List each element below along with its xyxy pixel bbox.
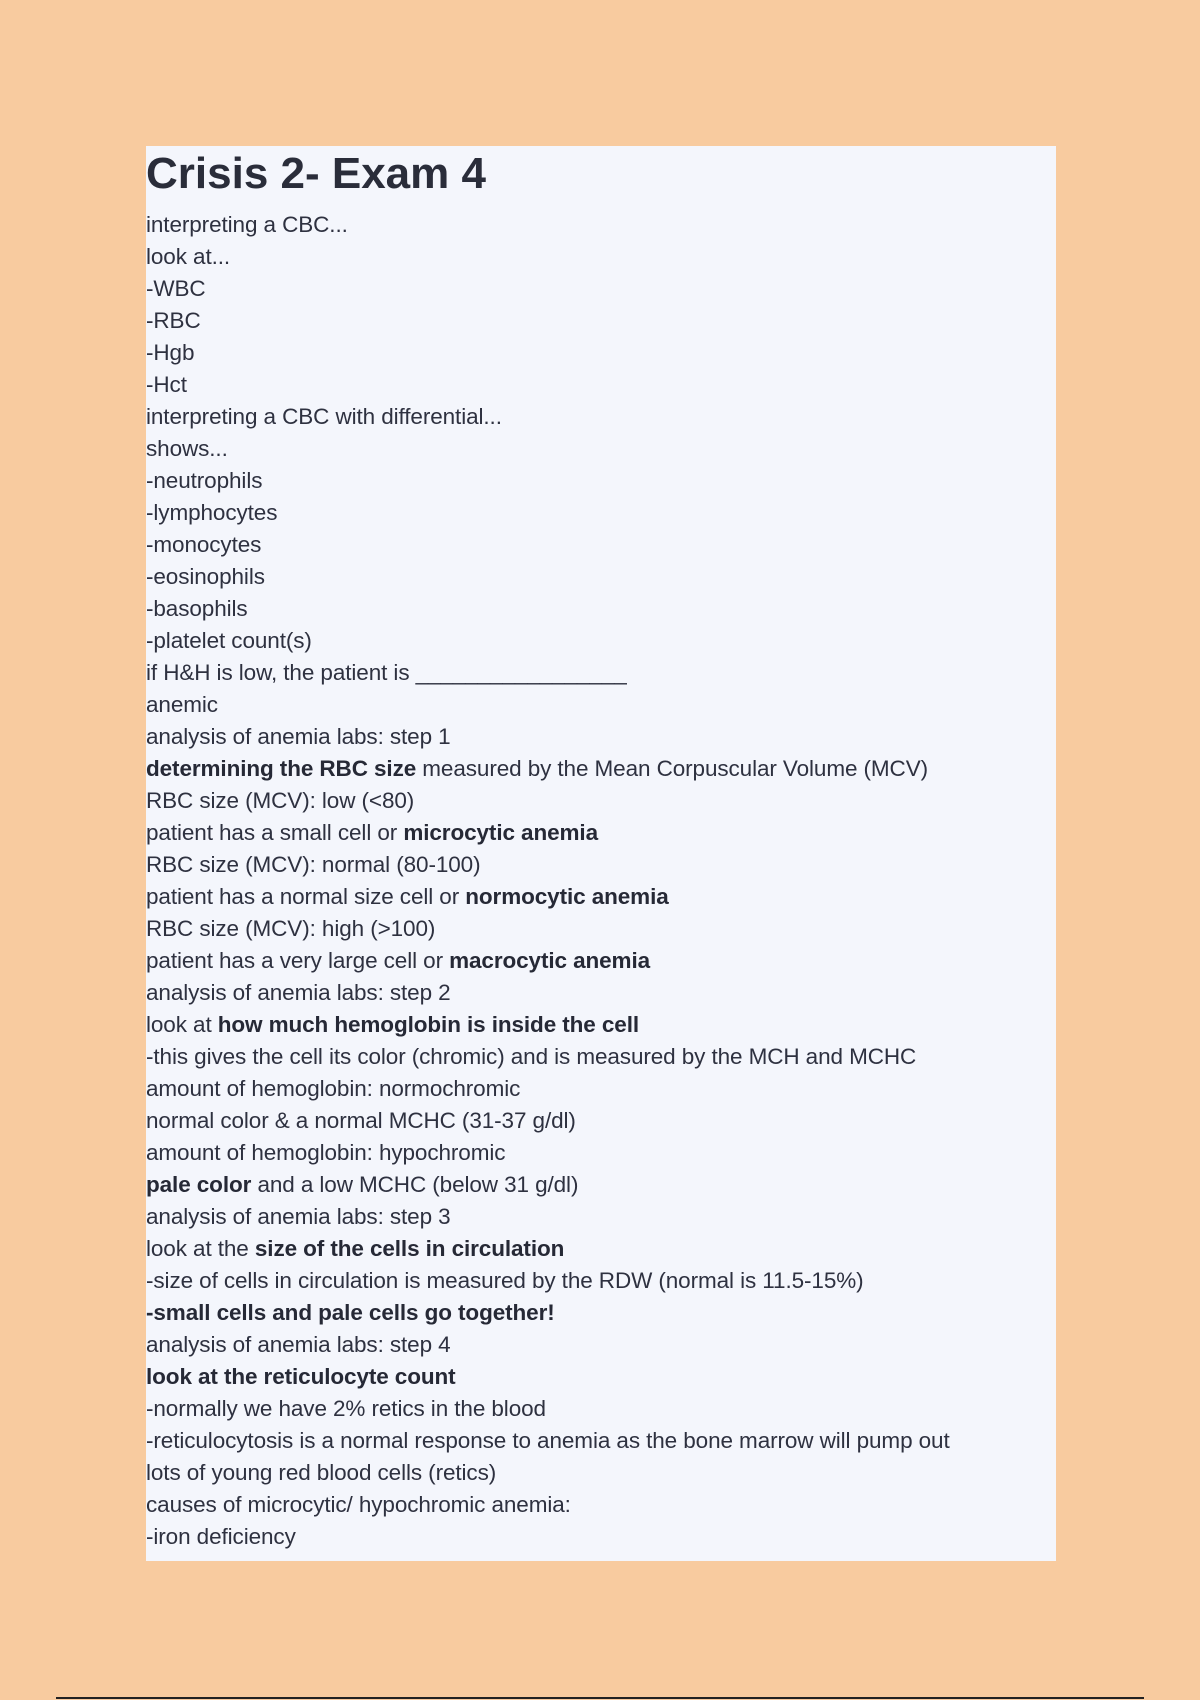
note-text: -neutrophils xyxy=(146,468,263,493)
note-line xyxy=(146,593,1051,625)
note-text-bold: size of the cells in circulation xyxy=(254,1236,565,1261)
note-text-bold: how much hemoglobin is inside the cell xyxy=(217,1012,640,1037)
note-line xyxy=(146,1521,1051,1553)
note-text-bold: normocytic anemia xyxy=(465,884,669,909)
note-line xyxy=(146,561,1051,593)
note-line xyxy=(146,1297,1051,1329)
note-text: -eosinophils xyxy=(146,564,265,589)
note-text: and a low MCHC (below 31 g/dl) xyxy=(251,1172,579,1197)
note-text: analysis of anemia labs: step 1 xyxy=(146,724,451,749)
note-text-bold: -small cells and pale cells go together! xyxy=(146,1300,555,1325)
note-text-bold: macrocytic anemia xyxy=(449,948,651,973)
note-line xyxy=(146,209,1051,241)
note-text: -platelet count(s) xyxy=(146,628,312,653)
note-line xyxy=(146,273,1051,305)
note-text: patient has a normal size cell or xyxy=(146,884,466,909)
note-text: anemic xyxy=(146,692,218,717)
note-text: -Hct xyxy=(146,372,187,397)
note-line xyxy=(146,369,1051,401)
note-text: -iron deficiency xyxy=(146,1524,296,1549)
note-line xyxy=(146,1009,1051,1041)
note-text: -this gives the cell its color (chromic) and is measured by the MCH and MCHC xyxy=(146,1044,917,1069)
note-text: -RBC xyxy=(146,308,201,333)
note-text: causes of microcytic/ hypochromic anemia: xyxy=(146,1492,571,1517)
note-text: amount of hemoglobin: hypochromic xyxy=(146,1140,506,1165)
note-line xyxy=(146,657,1051,689)
note-line xyxy=(146,1265,1051,1297)
note-line xyxy=(146,785,1051,817)
note-line xyxy=(146,1105,1051,1137)
note-text: interpreting a CBC with differential... xyxy=(146,404,502,429)
document-title: Crisis 2- Exam 4 xyxy=(146,149,486,198)
note-line xyxy=(146,977,1051,1009)
note-text: -basophils xyxy=(146,596,248,621)
note-line xyxy=(146,817,1051,849)
note-line xyxy=(146,881,1051,913)
note-text: RBC size (MCV): high (>100) xyxy=(146,916,436,941)
document-sheet xyxy=(146,146,1056,1561)
note-line xyxy=(146,1329,1051,1361)
note-text: lots of young red blood cells (retics) xyxy=(146,1460,497,1485)
note-text: -monocytes xyxy=(146,532,262,557)
note-line xyxy=(146,1137,1051,1169)
note-text: patient has a very large cell or xyxy=(146,948,450,973)
note-text: patient has a small cell or xyxy=(146,820,404,845)
note-line xyxy=(146,305,1051,337)
note-line xyxy=(146,401,1051,433)
note-text: measured by the Mean Corpuscular Volume (MCV) xyxy=(416,756,929,781)
note-text: -lymphocytes xyxy=(146,500,278,525)
note-line xyxy=(146,1169,1051,1201)
note-text: -reticulocytosis is a normal response to anemia as the bone marrow will pump out xyxy=(146,1428,950,1453)
document-body xyxy=(146,209,1051,1553)
note-line xyxy=(146,465,1051,497)
note-line xyxy=(146,849,1051,881)
note-text: amount of hemoglobin: normochromic xyxy=(146,1076,521,1101)
note-line xyxy=(146,241,1051,273)
note-line xyxy=(146,1233,1051,1265)
note-line xyxy=(146,689,1051,721)
note-text: -size of cells in circulation is measured by the RDW (normal is 11.5-15%) xyxy=(146,1268,864,1293)
note-line xyxy=(146,497,1051,529)
footer-rule xyxy=(56,1697,1144,1699)
note-line xyxy=(146,1489,1051,1521)
note-line xyxy=(146,945,1051,977)
note-text: if H&H is low, the patient is _________________ xyxy=(146,660,627,685)
note-line xyxy=(146,753,1051,785)
note-text: -WBC xyxy=(146,276,206,301)
note-line xyxy=(146,433,1051,465)
note-text: analysis of anemia labs: step 3 xyxy=(146,1204,451,1229)
note-line xyxy=(146,1201,1051,1233)
note-text: look at xyxy=(146,1012,218,1037)
note-text: shows... xyxy=(146,436,228,461)
note-text: RBC size (MCV): low (<80) xyxy=(146,788,415,813)
note-text: -normally we have 2% retics in the blood xyxy=(146,1396,546,1421)
note-line xyxy=(146,913,1051,945)
note-text-bold: pale color xyxy=(146,1172,252,1197)
note-text: normal color & a normal MCHC (31-37 g/dl) xyxy=(146,1108,576,1133)
note-text-bold: determining the RBC size xyxy=(146,756,417,781)
note-line xyxy=(146,1361,1051,1393)
note-text: look at the xyxy=(146,1236,255,1261)
note-line xyxy=(146,1041,1051,1073)
note-line xyxy=(146,1425,1051,1457)
note-line xyxy=(146,1457,1051,1489)
note-line xyxy=(146,337,1051,369)
note-line xyxy=(146,1073,1051,1105)
note-line xyxy=(146,1393,1051,1425)
note-line xyxy=(146,721,1051,753)
note-text-bold: look at the reticulocyte count xyxy=(146,1364,456,1389)
note-text: RBC size (MCV): normal (80-100) xyxy=(146,852,481,877)
note-text: -Hgb xyxy=(146,340,195,365)
note-text: look at... xyxy=(146,244,231,269)
note-text: interpreting a CBC... xyxy=(146,212,348,237)
note-text-bold: microcytic anemia xyxy=(403,820,598,845)
note-text: analysis of anemia labs: step 4 xyxy=(146,1332,451,1357)
note-text: analysis of anemia labs: step 2 xyxy=(146,980,451,1005)
note-line xyxy=(146,529,1051,561)
note-line xyxy=(146,625,1051,657)
